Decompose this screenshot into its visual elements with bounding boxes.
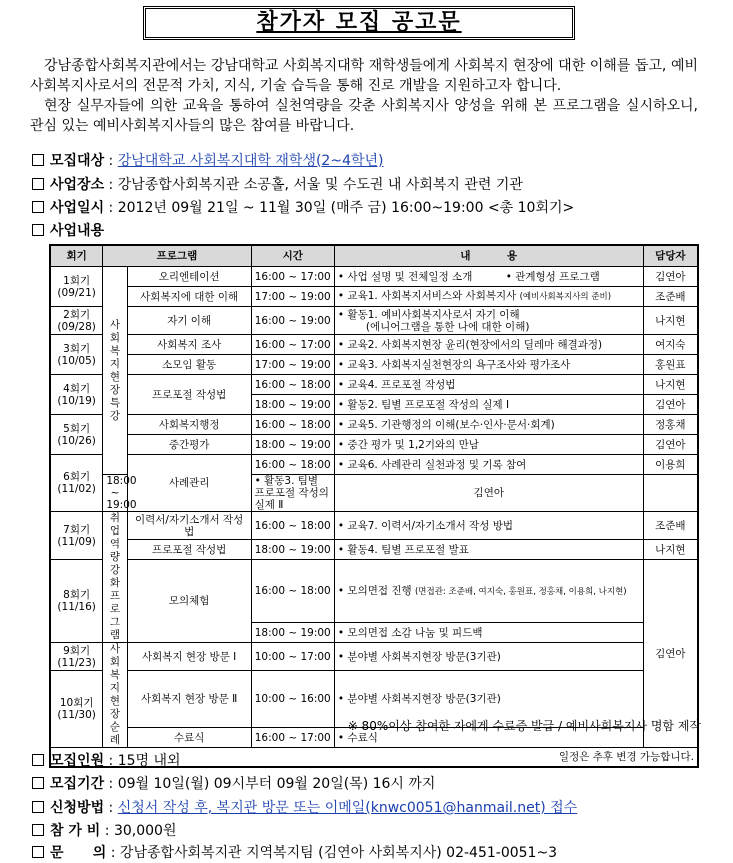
program-cell: 사회복지 현장 방문 Ⅱ [127,671,251,728]
notice-title: 참가자 모집 공고문 [256,10,462,35]
session-cell: 8회기(11/16) [50,560,103,643]
program-cell: 소모임 활동 [127,355,251,375]
program-cell: 자기 이해 [127,307,251,335]
info-content [32,221,104,241]
program-cell: 중간평가 [127,435,251,455]
checkbox-square-icon [32,154,44,166]
program-cell: 오리엔테이션 [127,267,251,287]
checkbox-square-icon [32,201,44,213]
group-cell: 취업역량강화프로그램 [103,512,127,643]
table-row [50,540,698,560]
staff-cell: 나지현 [643,375,698,395]
session-cell: 9회기(11/23) [50,643,103,671]
table-row [50,560,698,623]
info-value: 강남종합사회복지관 지역복지팀 (김연아 사회복지사) 02-451-0051~3 [119,845,558,861]
staff-cell: 조준배 [643,287,698,307]
time-cell: 16:00 ~ 18:00 [251,375,334,395]
info-label: 모집인원 [50,753,105,769]
info-label: 문 의 [50,845,107,861]
intro-paragraph-2: 현장 실무자들에 의한 교육을 통하여 실천역량을 갖춘 사회복지사 양성을 위해 본 프로그램을 실시하오니, 관심 있는 예비사회복지사들의 많은 참여를 바랍니다. [30,98,698,134]
program-cell: 사례관리 [127,455,251,512]
info-label: 사업장소 [50,177,105,193]
time-cell: 16:00 ~ 19:00 [251,307,334,335]
notice-title-box [143,6,575,40]
session-cell: 2회기(09/28) [50,307,103,335]
checkbox-square-icon [32,801,44,813]
time-cell: 10:00 ~ 17:00 [251,643,334,671]
staff-cell: 조준배 [643,512,698,540]
intro-paragraph-1: 강남종합사회복지관에서는 강남대학교 사회복지대학 재학생들에게 사회복지 현장에 대한 이해를 돕고, 예비사회복지사로서의 전문적 가치, 지식, 기술 습득을 통해 진로 개발을 지원하고자 합니다. [30,58,698,94]
content-cell [334,307,643,335]
info-contact: 문 의 : 강남종합사회복지관 지역복지팀 (김연아 사회복지사) 02-451-0051~3 [32,843,557,863]
program-cell: 사회복지행정 [127,415,251,435]
staff-cell: 이용희 [643,455,698,475]
schedule-change-note: 일정은 추후 변경 가능합니다. [50,748,698,768]
info-label: 사업일시 [50,200,105,216]
info-place: 사업장소 : 강남종합사회복지관 소공홀, 서울 및 수도권 내 사회복지 관련 기관 [32,175,523,195]
table-row [50,643,698,671]
staff-cell: 여지숙 [643,335,698,355]
info-label: 사업내용 [50,223,105,239]
session-cell: 5회기(10/26) [50,415,103,455]
staff-cell: 김연아 [643,267,698,287]
time-cell: 16:00 ~ 17:00 [251,728,334,748]
table-row [50,512,698,540]
content-cell: • 활동3. 팀별 프로포절 작성의 실제 Ⅱ [251,475,334,512]
header-program: 프로그램 [103,245,251,267]
table-row [50,287,698,307]
table-row [50,455,698,475]
info-value[interactable]: 신청서 작성 후, 복지관 방문 또는 이메일(knwc0051@hanmail.net) 접수 [117,800,578,816]
program-cell: 프로포절 작성법 [127,540,251,560]
header-content: 내 용 [334,245,643,267]
program-cell: 사회복지에 대한 이해 [127,287,251,307]
info-period: 모집기간 : 09월 10일(월) 09시부터 09월 20일(목) 16시 까지 [32,774,435,794]
session-cell: 4회기(10/19) [50,375,103,415]
program-cell: 사회복지 조사 [127,335,251,355]
info-value: 2012년 09월 21일 ~ 11월 30일 (매주 금) 16:00~19:00 <총 10회기> [117,200,575,216]
table-row [50,267,698,287]
session-cell: 1회기(09/21) [50,267,103,307]
staff-cell: 김연아 [334,475,643,512]
table-row [50,435,698,455]
content-cell: • 교육7. 이력서/자기소개서 작성 방법 [334,512,643,540]
group-cell: 사회복지현장순례 [103,643,127,748]
program-cell: 이력서/자기소개서 작성법 [127,512,251,540]
content-cell: • 교육4. 프로포절 작성법 [334,375,643,395]
time-cell: 16:00 ~ 18:00 [251,455,334,475]
info-label: 신청방법 [50,800,105,816]
content-cell: • 교육5. 기관행정의 이해(보수·인사·문서·회계) [334,415,643,435]
table-row [50,415,698,435]
content-cell: • 교육2. 사회복지현장 윤리(현장에서의 딜레마 해결과정) [334,335,643,355]
content-small-text: (예비사회복지사의 준비) [519,292,612,302]
content-cell [334,287,643,307]
info-fee: 참 가 비 : 30,000원 [32,821,176,841]
session-cell: 6회기(11/02) [50,455,103,512]
content-text-2: (에니어그램을 통한 나에 대한 이해) [365,320,530,333]
info-capacity: 모집인원 : 15명 내외 [32,751,181,771]
time-cell: 18:00 ~ 19:00 [251,395,334,415]
table-row [50,375,698,395]
checkbox-square-icon [32,846,44,858]
info-value: 강남종합사회복지관 소공홀, 서울 및 수도권 내 사회복지 관련 기관 [117,177,523,193]
header-session: 회기 [50,245,103,267]
table-row [50,335,698,355]
session-cell: 10회기(11/30) [50,671,103,748]
info-value: 30,000원 [113,823,177,839]
time-cell: 16:00 ~ 18:00 [251,512,334,540]
staff-cell: 홍원표 [643,355,698,375]
time-cell: 16:00 ~ 17:00 [251,335,334,355]
header-time: 시간 [251,245,334,267]
content-text: • 활동1. 예비사회복지사로서 자기 이해 [337,308,520,321]
table-row [50,307,698,335]
content-cell: • 수료식 [334,728,643,748]
table-row [50,355,698,375]
header-staff: 담당자 [643,245,698,267]
checkbox-square-icon [32,777,44,789]
staff-cell: 정홍채 [643,415,698,435]
time-cell: 16:00 ~ 17:00 [251,267,334,287]
completion-note: ※ 80%이상 참여한 자에게 수료증 발급 / 예비사회복지사 명함 제작 [347,719,701,733]
content-text: • 모의면접 진행 [337,584,412,597]
info-value: 15명 내외 [117,753,181,769]
time-cell: 18:00 ~ 19:00 [251,540,334,560]
content-small-text: (면접관: 조준배, 여지숙, 홍원표, 정홍채, 이용희, 나지현) [414,586,627,597]
content-cell: • 교육3. 사회복지실천현장의 욕구조사와 평가조사 [334,355,643,375]
time-cell: 10:00 ~ 16:00 [251,671,334,728]
time-cell: 17:00 ~ 19:00 [251,355,334,375]
info-value: 09월 10일(월) 09시부터 09월 20일(목) 16시 까지 [117,776,436,792]
info-label: 참 가 비 [50,823,101,839]
staff-cell: 나지현 [643,540,698,560]
time-cell: 18:00 ~ 19:00 [103,475,127,512]
time-cell: 16:00 ~ 18:00 [251,415,334,435]
group-cell: 사회복지현장특강 [103,267,127,475]
time-cell: 17:00 ~ 19:00 [251,287,334,307]
info-label: 모집대상 [50,153,105,169]
session-cell: 7회기(11/09) [50,512,103,560]
content-cell: • 사업 설명 및 전체일정 소개 • 관계형성 프로그램 [334,267,643,287]
staff-cell: 김연아 [643,435,698,455]
program-cell: 모의체험 [127,560,251,643]
content-cell: • 활동2. 팀별 프로포절 작성의 실제 Ⅰ [334,395,643,415]
table-header-row [50,245,698,267]
content-text: • 교육1. 사회복지서비스와 사회복지사 [337,290,517,302]
info-target: 모집대상 : 강남대학교 사회복지대학 재학생(2~4학년) [32,151,384,171]
checkbox-square-icon [32,824,44,836]
content-cell: • 분야별 사회복지현장 방문(3기관) [334,671,643,728]
info-apply: 신청방법 : 신청서 작성 후, 복지관 방문 또는 이메일(knwc0051@hanmail.net) 접수 [32,798,577,818]
staff-cell: 김연아 [643,395,698,415]
schedule-table [49,244,699,768]
content-cell: • 모의면접 소감 나눔 및 피드백 [334,623,643,643]
staff-cell: 김연아 [643,560,698,748]
info-label: 모집기간 [50,776,105,792]
content-cell: • 활동4. 팀별 프로포절 발표 [334,540,643,560]
program-cell: 사회복지 현장 방문 Ⅰ [127,643,251,671]
info-date: 사업일시 : 2012년 09월 21일 ~ 11월 30일 (매주 금) 16:00~19:00 <총 10회기> [32,198,574,218]
checkbox-square-icon [32,224,44,236]
content-cell: • 중간 평가 및 1,2기와의 만남 [334,435,643,455]
time-cell: 18:00 ~ 19:00 [251,623,334,643]
time-cell: 16:00 ~ 18:00 [251,560,334,623]
info-value: 강남대학교 사회복지대학 재학생(2~4학년) [117,153,384,169]
time-cell: 18:00 ~ 19:00 [251,435,334,455]
program-cell: 수료식 [127,728,251,748]
content-cell: • 교육6. 사례관리 실천과정 및 기록 참여 [334,455,643,475]
content-cell: • 분야별 사회복지현장 방문(3기관) [334,643,643,671]
program-cell: 프로포절 작성법 [127,375,251,415]
checkbox-square-icon [32,754,44,766]
content-cell [334,560,643,623]
staff-cell: 나지현 [643,307,698,335]
session-cell: 3회기(10/05) [50,335,103,375]
checkbox-square-icon [32,178,44,190]
